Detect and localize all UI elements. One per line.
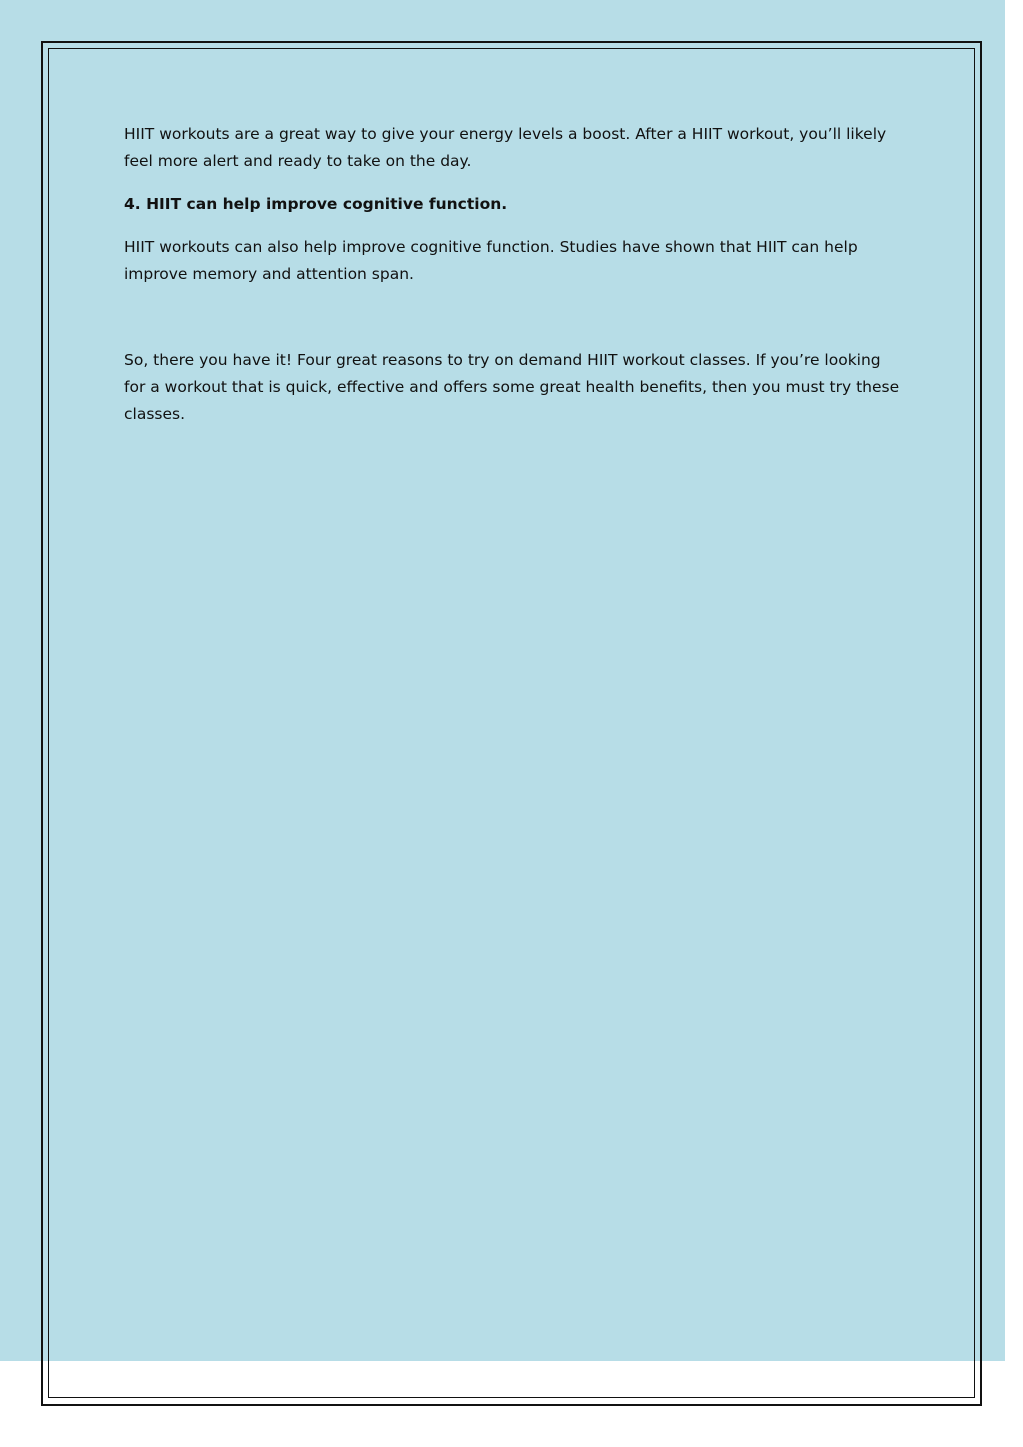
energy-paragraph: HIIT workouts are a great way to give your energy levels a boost. After a HIIT workout, you’ll likely feel more alert and ready to take on the day. [124, 125, 887, 170]
document-content [124, 121, 904, 444]
cognitive-function-heading: 4. HIIT can help improve cognitive function. [124, 195, 508, 213]
conclusion-paragraph: So, there you have it! Four great reasons to try on demand HIIT workout classes. If you’re looking for a workout that is quick, effective and offers some great health benefits, then you must try these classes. [124, 351, 900, 423]
cognitive-function-paragraph: HIIT workouts can also help improve cognitive function. Studies have shown that HIIT can help improve memory and attention span. [124, 238, 858, 283]
paragraph-spacer [124, 304, 904, 347]
